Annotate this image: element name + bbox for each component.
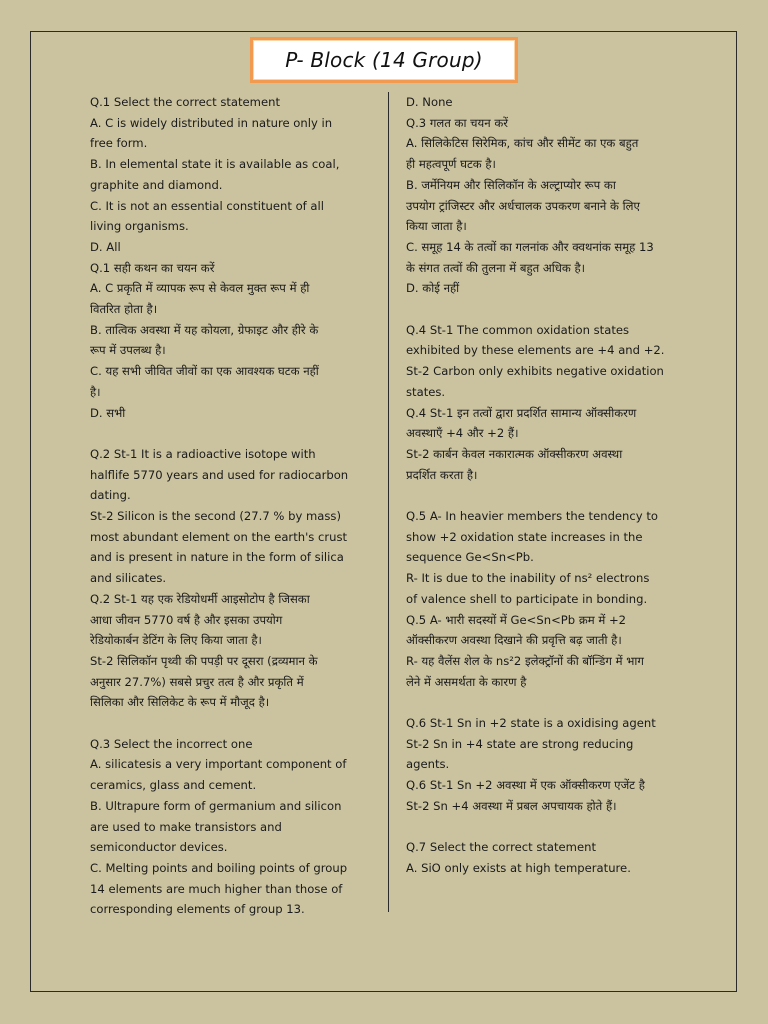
- text-line: B. जर्मेनियम और सिलिकॉन के अल्ट्राप्योर रूप का: [406, 177, 616, 192]
- text-line: and silicates.: [90, 571, 167, 586]
- text-line: ऑक्सीकरण अवस्था दिखाने की प्रवृत्ति बढ़ जाती है।: [406, 633, 622, 648]
- text-line: Q.5 A- भारी सदस्यों में Ge<Sn<Pb क्रम में +2: [406, 612, 627, 627]
- page-title: P- Block (14 Group): [285, 48, 483, 72]
- text-line: graphite and diamond.: [90, 177, 223, 192]
- text-line: वितरित होता है।: [90, 302, 158, 317]
- text-line: Q.5 A- In heavier members the tendency to: [406, 509, 658, 524]
- text-line: अवस्थाएँ +4 और +2 हैं।: [406, 426, 519, 441]
- text-line: St-2 Sn in +4 state are strong reducing: [406, 736, 634, 751]
- text-line: रूप में उपलब्ध है।: [90, 343, 166, 358]
- text-line: 14 elements are much higher than those of: [90, 881, 343, 896]
- text-line: Q.3 Select the incorrect one: [90, 736, 253, 751]
- text-line: Q.1 सही कथन का चयन करें: [90, 260, 215, 275]
- text-line: St-2 Sn +4 अवस्था में प्रबल अपचायक होते हैं।: [406, 798, 617, 813]
- text-line: most abundant element on the earth's crust: [90, 529, 348, 544]
- text-line: Q.1 Select the correct statement: [90, 95, 281, 109]
- paragraph-gap: [406, 485, 698, 506]
- text-line: St-2 Silicon is the second (27.7 % by mass): [90, 509, 341, 524]
- text-line: Q.6 St-1 Sn +2 अवस्था में एक ऑक्सीकरण एजेंट है: [406, 778, 645, 793]
- text-line: sequence Ge<Sn<Pb.: [406, 550, 534, 565]
- text-line: Q.6 St-1 Sn in +2 state is a oxidising agent: [406, 716, 656, 731]
- text-line: corresponding elements of group 13.: [90, 902, 305, 917]
- text-line: किया जाता है।: [406, 219, 467, 234]
- text-line: and is present in nature in the form of silica: [90, 550, 344, 565]
- text-line: living organisms.: [90, 219, 189, 234]
- text-line: A. silicatesis a very important component of: [90, 757, 347, 772]
- text-line: St-2 सिलिकॉन पृथ्वी की पपड़ी पर दूसरा (द्रव्यमान के: [90, 653, 318, 668]
- text-line: A. C प्रकृति में व्यापक रूप से केवल मुक्त रूप में ही: [90, 281, 310, 296]
- paragraph-gap: [406, 692, 698, 713]
- text-line: Q.2 St-1 It is a radioactive isotope with: [90, 446, 316, 461]
- text-line: ceramics, glass and cement.: [90, 778, 257, 793]
- text-line: A. C is widely distributed in nature only in: [90, 115, 333, 130]
- text-line: D. All: [90, 239, 121, 254]
- text-line: exhibited by these elements are +4 and +2.: [406, 343, 665, 358]
- text-line: के संगत तत्वों की तुलना में बहुत अधिक है।: [406, 260, 586, 275]
- paragraph-gap: [90, 713, 372, 734]
- text-line: R- यह वैलेंस शेल के ns²2 इलेक्ट्रॉनों की बॉन्डिंग में भाग: [406, 653, 644, 668]
- text-line: St-2 Carbon only exhibits negative oxidation: [406, 364, 664, 379]
- text-line: A. सिलिकेटिस सिरेमिक, कांच और सीमेंट का एक बहुत: [406, 136, 639, 151]
- text-line: St-2 कार्बन केवल नकारात्मक ऑक्सीकरण अवस्था: [406, 446, 623, 461]
- text-line: C. Melting points and boiling points of group: [90, 860, 348, 875]
- text-line: D. None: [406, 95, 453, 109]
- paragraph-gap: [90, 423, 372, 444]
- text-line: A. SiO only exists at high temperature.: [406, 860, 631, 875]
- text-line: ही महत्वपूर्ण घटक है।: [406, 157, 496, 172]
- text-line: Q.4 St-1 The common oxidation states: [406, 322, 630, 337]
- text-line: B. In elemental state it is available as coal,: [90, 157, 340, 172]
- text-line: semiconductor devices.: [90, 840, 228, 855]
- text-line: C. It is not an essential constituent of all: [90, 198, 324, 213]
- column-divider: [388, 92, 389, 912]
- text-line: Q.7 Select the correct statement: [406, 840, 597, 855]
- text-line: B. Ultrapure form of germanium and silicon: [90, 798, 342, 813]
- text-line: R- It is due to the inability of ns² electrons: [406, 571, 650, 586]
- text-line: B. तात्विक अवस्था में यह कोयला, ग्रेफाइट और हीरे के: [90, 322, 319, 337]
- paragraph-gap: [406, 817, 698, 838]
- text-line: Q.2 St-1 यह एक रेडियोधर्मी आइसोटोप है जिसका: [90, 591, 310, 606]
- text-line: are used to make transistors and: [90, 819, 282, 834]
- paragraph-gap: [406, 299, 698, 320]
- left-column: [90, 92, 372, 920]
- text-line: आधा जीवन 5770 वर्ष है और इसका उपयोग: [90, 612, 283, 627]
- text-line: D. सभी: [90, 405, 126, 420]
- text-line: सिलिका और सिलिकेट के रूप में मौजूद है।: [90, 695, 270, 710]
- text-line: show +2 oxidation state increases in the: [406, 529, 643, 544]
- text-line: D. कोई नहीं: [406, 281, 460, 296]
- text-line: Q.4 St-1 इन तत्वों द्वारा प्रदर्शित सामान्य ऑक्सीकरण: [406, 405, 637, 420]
- text-line: of valence shell to participate in bonding.: [406, 591, 648, 606]
- title-box: [250, 37, 518, 83]
- text-line: halflife 5770 years and used for radiocarbon: [90, 467, 349, 482]
- text-line: है।: [90, 384, 101, 399]
- text-line: C. समूह 14 के तत्वों का गलनांक और क्वथनांक समूह 13: [406, 239, 654, 254]
- text-line: अनुसार 27.7%) सबसे प्रचुर तत्व है और प्रकृति में: [90, 674, 304, 689]
- text-line: C. यह सभी जीवित जीवों का एक आवश्यक घटक नहीं: [90, 364, 319, 379]
- text-line: उपयोग ट्रांजिस्टर और अर्धचालक उपकरण बनाने के लिए: [406, 198, 640, 213]
- text-line: रेडियोकार्बन डेटिंग के लिए किया जाता है।: [90, 633, 262, 648]
- text-line: लेने में असमर्थता के कारण है: [406, 674, 527, 689]
- text-line: dating.: [90, 488, 131, 503]
- text-line: agents.: [406, 757, 450, 772]
- right-column: [406, 92, 698, 879]
- text-line: states.: [406, 384, 446, 399]
- text-line: प्रदर्शित करता है।: [406, 467, 478, 482]
- text-line: free form.: [90, 136, 148, 151]
- text-line: Q.3 गलत का चयन करें: [406, 115, 508, 130]
